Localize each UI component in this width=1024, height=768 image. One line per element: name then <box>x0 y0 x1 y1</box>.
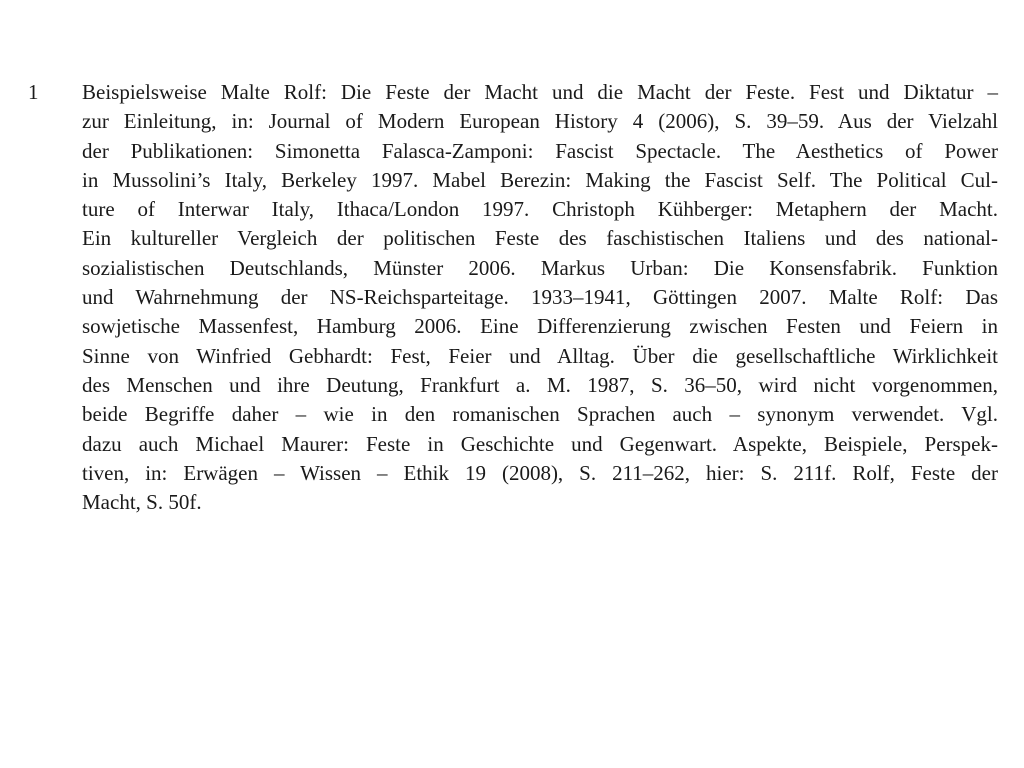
footnote-line: und Wahrnehmung der NS-Reichsparteitage. 1933–1941, Göttingen 2007. Malte Rolf: Das <box>82 285 998 310</box>
footnote-text <box>82 78 998 517</box>
footnote-line: beide Begriffe daher – wie in den romanischen Sprachen auch – synonym verwendet. Vgl. <box>82 402 998 427</box>
footnote-line: sowjetische Massenfest, Hamburg 2006. Eine Differenzierung zwischen Festen und Feiern in <box>82 314 998 339</box>
footnote <box>28 78 998 517</box>
footnote-line: dazu auch Michael Maurer: Feste in Geschichte und Gegenwart. Aspekte, Beispiele, Perspek- <box>82 431 998 456</box>
footnote-line: Beispielsweise Malte Rolf: Die Feste der Macht und die Macht der Feste. Fest und Diktatur – <box>82 80 998 104</box>
footnote-line: des Menschen und ihre Deutung, Frankfurt a. M. 1987, S. 36–50, wird nicht vorgenommen, <box>82 372 998 397</box>
footnote-line: Sinne von Winfried Gebhardt: Fest, Feier und Alltag. Über die gesellschaftliche Wirklichkeit <box>82 343 998 368</box>
footnote-line: sozialistischen Deutschlands, Münster 2006. Markus Urban: Die Konsensfabrik. Funktion <box>82 255 998 280</box>
footnote-line: in Mussolini’s Italy, Berkeley 1997. Mabel Berezin: Making the Fascist Self. The Political Cul- <box>82 167 998 192</box>
footnote-number: 1 <box>28 80 39 104</box>
footnote-line: Macht, S. 50f. <box>82 490 202 515</box>
footnote-line: tiven, in: Erwägen – Wissen – Ethik 19 (2008), S. 211–262, hier: S. 211f. Rolf, Feste der <box>82 460 998 485</box>
footnote-line: ture of Interwar Italy, Ithaca/London 1997. Christoph Kühberger: Metaphern der Macht. <box>82 197 998 222</box>
footnote-line: der Publikationen: Simonetta Falasca-Zamponi: Fascist Spectacle. The Aesthetics of Power <box>82 138 998 163</box>
footnote-line: Ein kultureller Vergleich der politischen Feste des faschistischen Italiens und des national- <box>82 226 998 251</box>
footnote-line: zur Einleitung, in: Journal of Modern European History 4 (2006), S. 39–59. Aus der Vielzahl <box>82 109 998 134</box>
